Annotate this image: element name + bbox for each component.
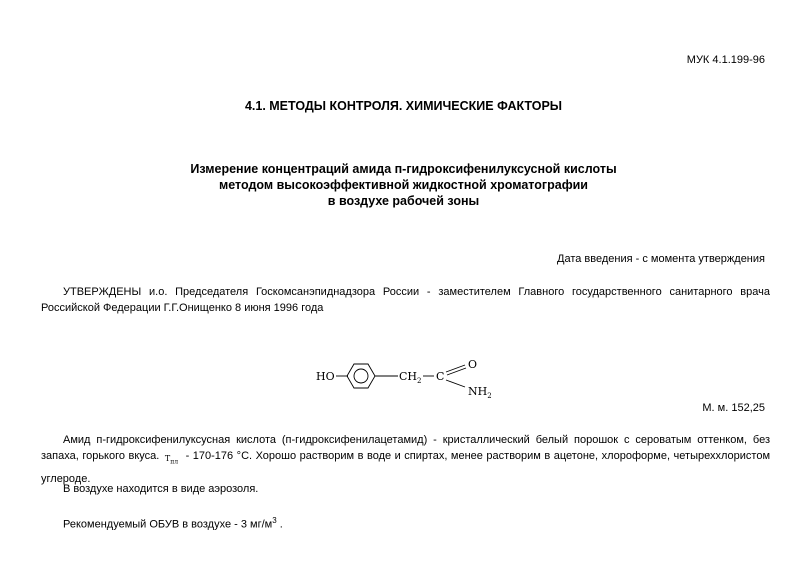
document-title — [0, 161, 807, 209]
title-line-3: в воздухе рабочей зоны — [327, 194, 480, 208]
approval-paragraph — [41, 284, 770, 316]
structural-formula — [312, 354, 512, 402]
formula-o: O — [468, 358, 478, 371]
obuv-paragraph: Рекомендуемый ОБУВ в воздухе - 3 $мг/м^3$ . — [63, 516, 283, 531]
introduction-date: Дата введения - с момента утверждения — [557, 253, 765, 265]
title-line-1: Измерение концентраций амида п-гидроксифенилуксусной кислоты — [190, 162, 617, 176]
obuv-unit-exponent: 3 — [272, 516, 277, 525]
aerosol-paragraph — [41, 481, 770, 497]
description-paragraph — [41, 432, 770, 487]
benzene-ring-circle — [354, 369, 368, 383]
formula-ch2: $CH_2$ — [399, 370, 422, 385]
benzene-ring — [347, 364, 375, 388]
melting-point-symbol: $T_{пл}$ — [164, 454, 179, 466]
description-text-b: - 170-176 °С. Хорошо растворим в воде и спиртах, менее растворим в ацетоне, хлороформе, четыреххлористом углероде. — [41, 450, 771, 485]
formula-nh2: $NH_2$ — [468, 385, 492, 400]
obuv-text: Рекомендуемый ОБУВ в воздухе - 3 мг/м — [63, 518, 273, 531]
approved-text: и.о. Председателя Госкомсанэпиднадзора России - заместителем Главного государственного санитарного врача Российской Федерации Г.Г.Онищенко 8 июня 1996 года — [41, 286, 770, 314]
molecular-weight: М. м. 152,25 — [702, 402, 765, 414]
approved-label: УТВЕРЖДЕНЫ — [63, 286, 142, 298]
aerosol-text: В воздухе находится в виде аэрозоля. — [63, 483, 259, 495]
document-code: МУК 4.1.199-96 — [686, 54, 765, 66]
formula-c: C — [436, 370, 445, 383]
section-title: 4.1. МЕТОДЫ КОНТРОЛЯ. ХИМИЧЕСКИЕ ФАКТОРЫ — [244, 99, 563, 113]
description-text-a: Амид п-гидроксифенилуксусная кислота (п-гидроксифенилацетамид) - кристаллический белый порошок с сероватым оттенком, без запаха, горького вкуса. — [41, 434, 770, 462]
formula-ho: HO — [316, 370, 335, 383]
title-line-2: методом высокоэффективной жидкостной хроматографии — [219, 178, 588, 192]
